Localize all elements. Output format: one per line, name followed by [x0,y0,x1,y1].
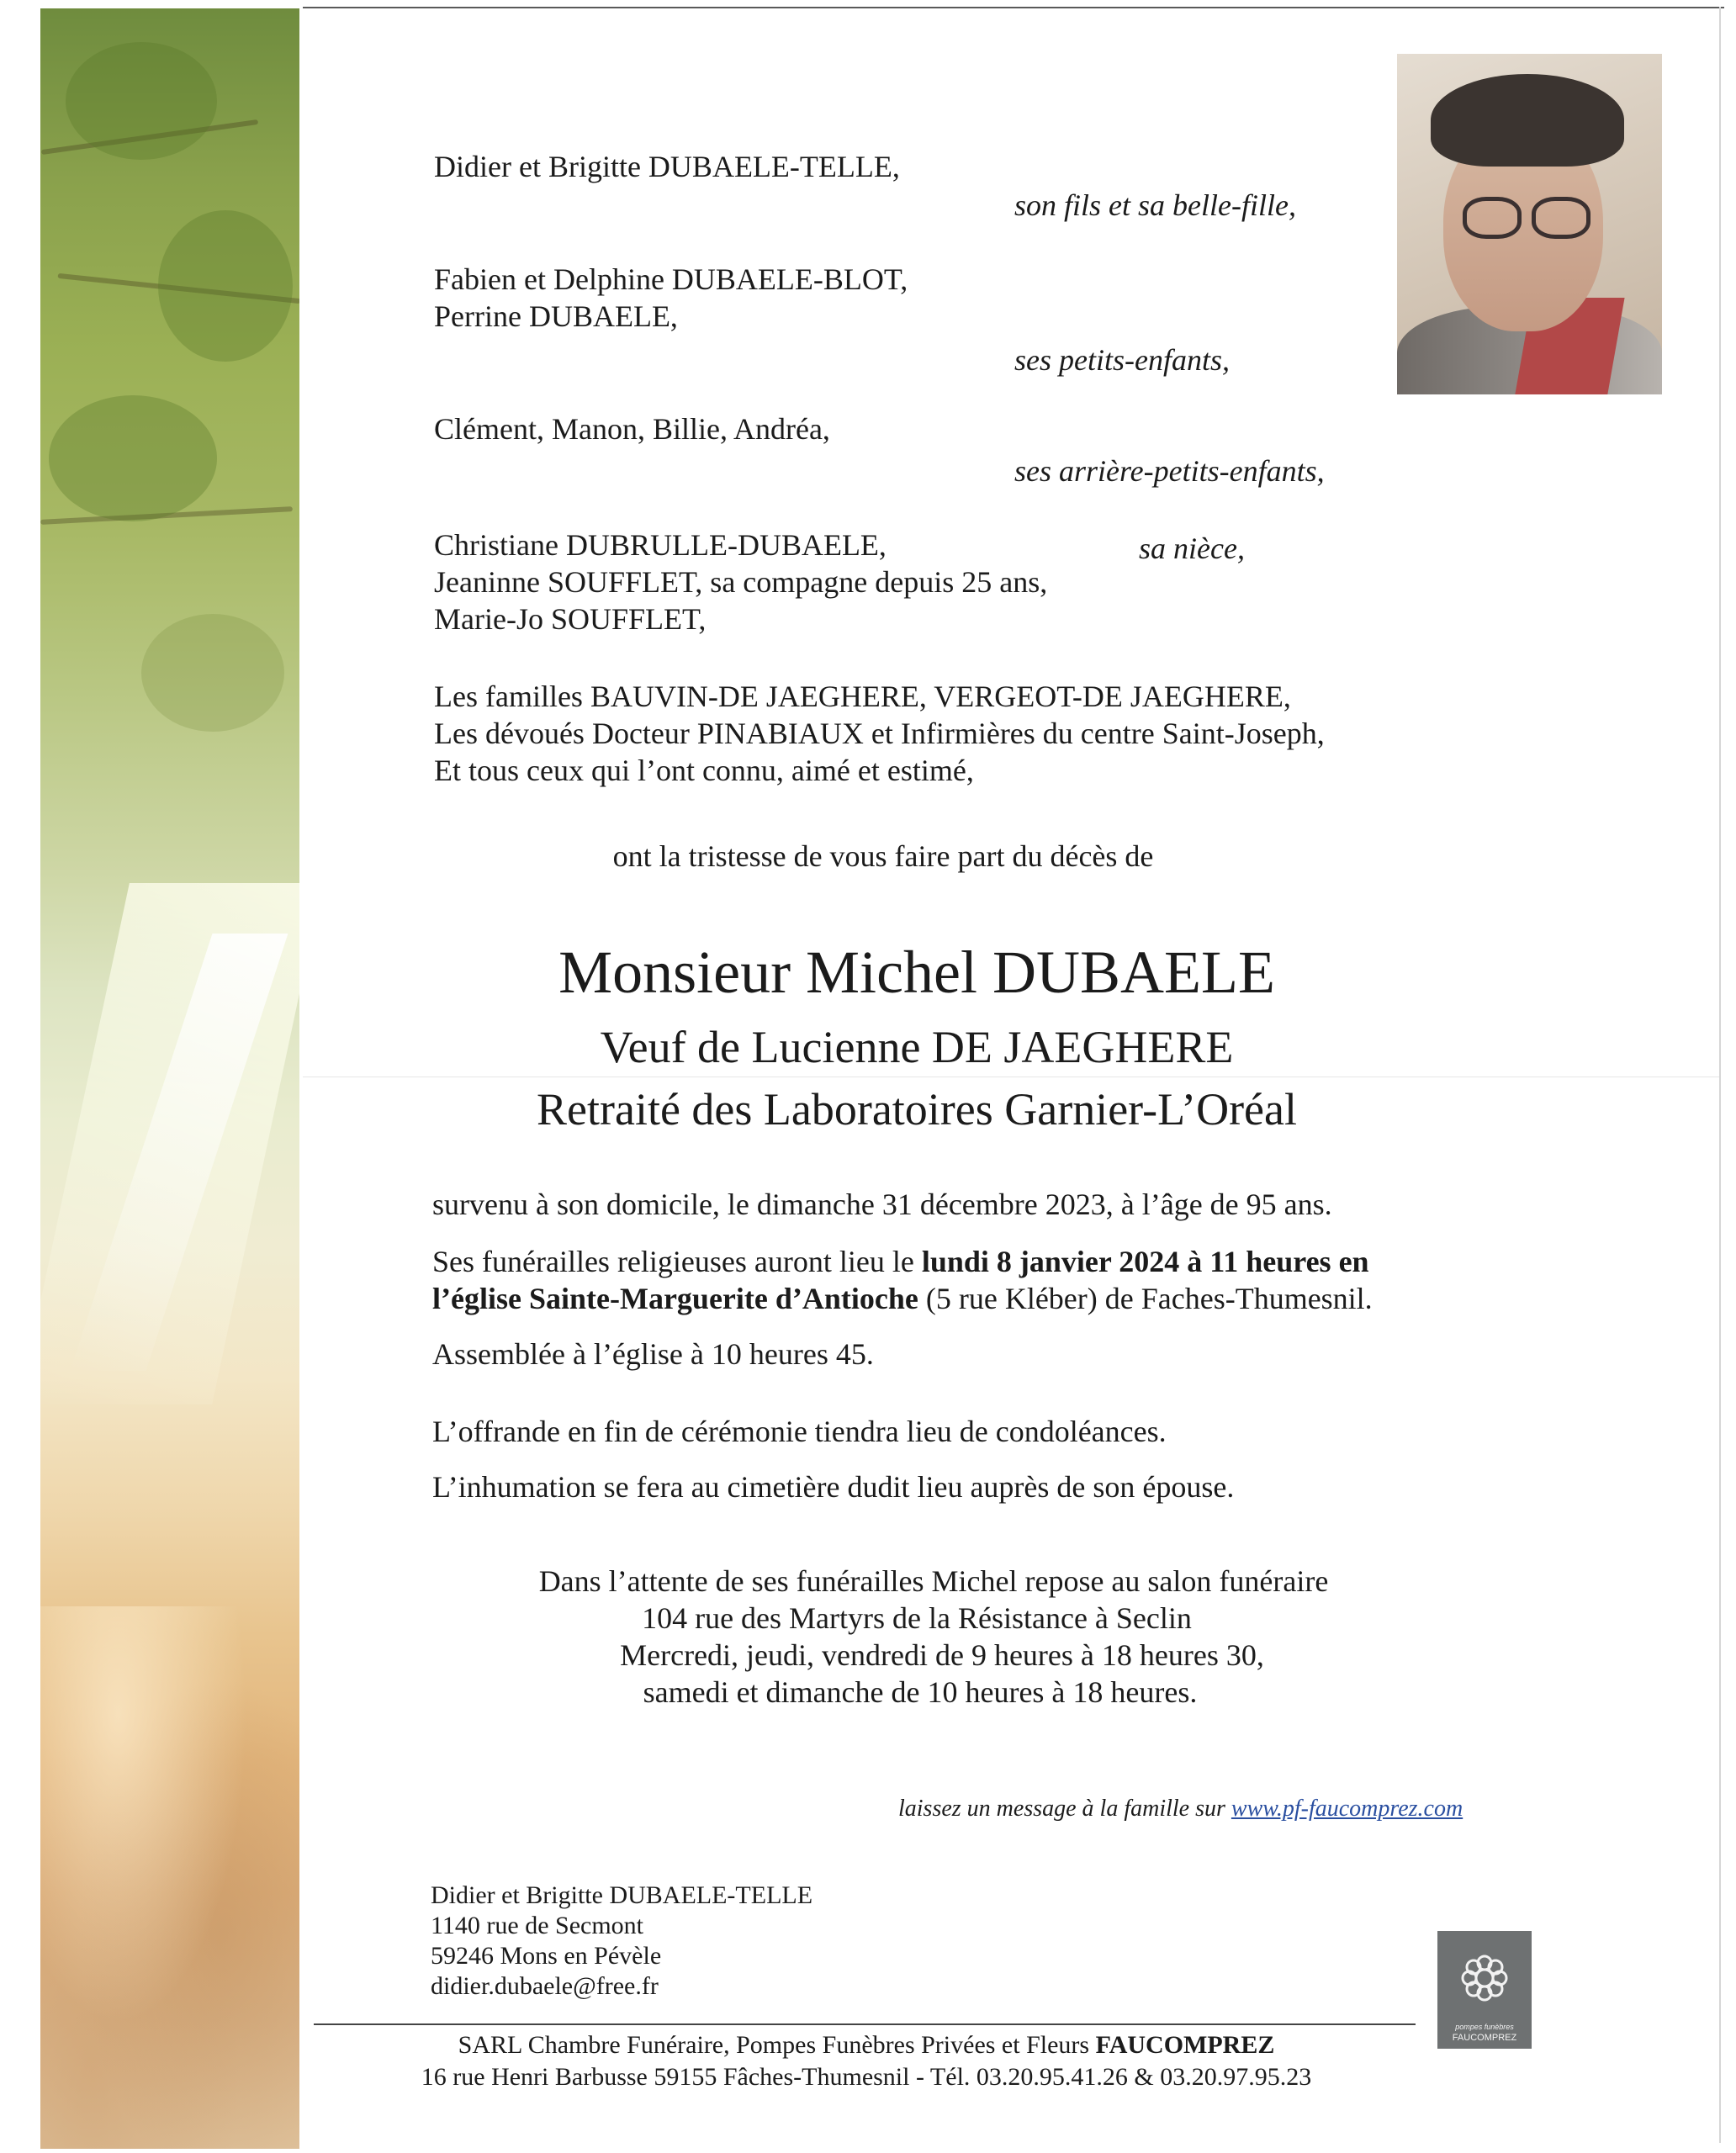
portrait-glasses [1463,197,1522,239]
footer-brand: FAUCOMPREZ [1095,2031,1275,2059]
page-edge [1719,7,1721,2143]
assembly-info: Assemblée à l’église à 10 heures 45. [432,1337,874,1371]
funeral-info [432,1280,1373,1317]
foliage-shape [49,395,217,521]
funeral-info [432,1243,1369,1280]
message-line [898,1795,1463,1823]
family-line: Didier et Brigitte DUBAELE-TELLE, [434,150,900,183]
contact-name: Didier et Brigitte DUBAELE-TELLE [431,1881,813,1909]
family-role: son fils et sa belle-fille, [1014,188,1296,222]
burial-info: L’inhumation se fera au cimetière dudit lieu auprès de son épouse. [432,1470,1235,1504]
contact-street: 1140 rue de Secmont [431,1912,643,1939]
family-line: Clément, Manon, Billie, Andréa, [434,412,830,446]
family-line: Les familles BAUVIN-DE JAEGHERE, VERGEOT-DE JAEGHERE, [434,680,1291,713]
salon-hours: samedi et dimanche de 10 heures à 18 heures. [643,1675,1198,1709]
faucomprez-logo [1437,1931,1532,2049]
portrait-photo [1397,54,1662,394]
logo-brand: FAUCOMPREZ [1452,2033,1517,2043]
footer-address: 16 rue Henri Barbusse 59155 Fâches-Thumesnil - Tél. 03.20.95.41.26 & 03.20.97.95.23 [421,2063,1312,2091]
deceased-widower: Veuf de Lucienne DE JAEGHERE [600,1022,1234,1072]
funeral-text: Ses funérailles religieuses auront lieu le [432,1245,922,1278]
salon-hours: Mercredi, jeudi, vendredi de 9 heures à 18 heures 30, [620,1638,1264,1672]
flower-icon [1446,1939,1523,2017]
forest-banner-image [40,8,299,2149]
funeral-date: lundi 8 janvier 2024 à 11 heures en [921,1245,1369,1278]
salon-line: Dans l’attente de ses funérailles Michel repose au salon funéraire [538,1564,1329,1598]
family-line: Jeaninne SOUFFLET, sa compagne depuis 25 ans, [434,565,1048,599]
family-role: ses arrière-petits-enfants, [1014,454,1325,488]
logo-text [1437,2022,1532,2044]
funeral-church: l’église Sainte-Marguerite d’Antioche [432,1282,918,1315]
contact-email: didier.dubaele@free.fr [431,1972,659,2000]
forest-path [40,1606,299,2149]
funeral-address: (5 rue Kléber) de Faches-Thumesnil. [918,1282,1373,1315]
footer-company-text: SARL Chambre Funéraire, Pompes Funèbres Privées et Fleurs [458,2031,1096,2059]
footer-company [320,2030,1413,2060]
portrait-hair [1431,74,1624,167]
deceased-career: Retraité des Laboratoires Garnier-L’Oréal [537,1084,1297,1135]
family-line: Marie-Jo SOUFFLET, [434,602,707,636]
family-role: ses petits-enfants, [1014,343,1230,377]
salon-address: 104 rue des Martyrs de la Résistance à Seclin [642,1601,1192,1635]
foliage-shape [66,42,217,160]
family-line: Christiane DUBRULLE-DUBAELE, [434,528,887,562]
family-line: Perrine DUBAELE, [434,299,678,333]
family-line: Les dévoués Docteur PINABIAUX et Infirmières du centre Saint-Joseph, [434,717,1325,750]
website-link[interactable]: www.pf-faucomprez.com [1231,1796,1463,1822]
top-rule [303,7,1724,8]
offering-info: L’offrande en fin de cérémonie tiendra lieu de condoléances. [432,1415,1167,1448]
deceased-name: Monsieur Michel DUBAELE [558,939,1275,1006]
footer-rule [314,2023,1416,2025]
family-role: sa nièce, [1139,532,1245,565]
announcement: ont la tristesse de vous faire part du décès de [612,839,1154,873]
foliage-shape [158,210,293,362]
fold-line [303,1076,1719,1077]
family-line: Fabien et Delphine DUBAELE-BLOT, [434,262,908,296]
logo-tagline: pompes funèbres [1455,2023,1514,2031]
family-line: Et tous ceux qui l’ont connu, aimé et estimé, [434,754,974,787]
foliage-shape [141,614,284,732]
death-info: survenu à son domicile, le dimanche 31 décembre 2023, à l’âge de 95 ans. [432,1188,1332,1221]
contact-city: 59246 Mons en Pévèle [431,1942,662,1970]
portrait-glasses [1532,197,1590,239]
message-text: laissez un message à la famille sur [898,1796,1231,1822]
